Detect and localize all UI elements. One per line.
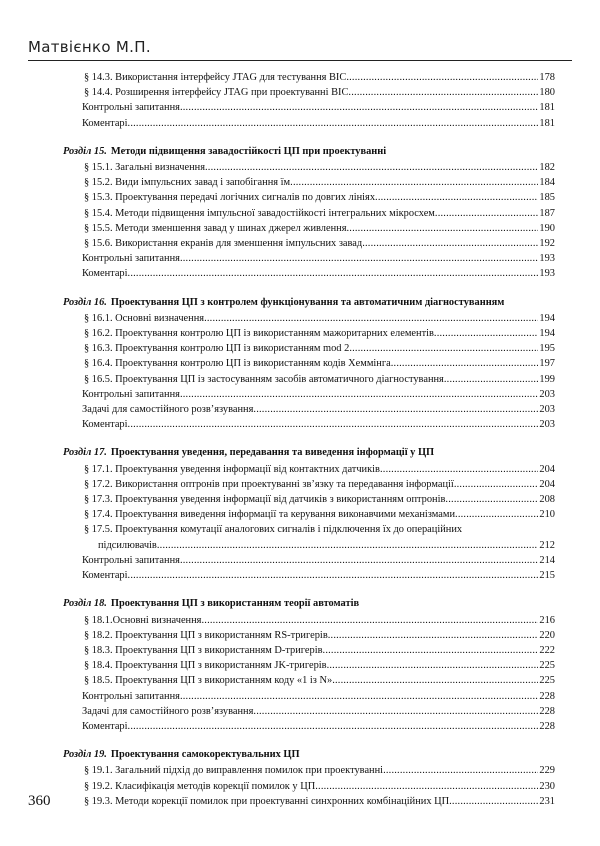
toc-page-number: 203 (539, 419, 555, 431)
toc-entry-text: § 15.3. Проектування передачі логічних сигналів по довгих лініях (84, 192, 376, 204)
toc-misc-entry[interactable] (63, 100, 555, 115)
dot-leader (444, 372, 539, 387)
dot-leader (435, 206, 539, 221)
toc-chapter (63, 747, 555, 809)
running-head-author: Матвієнко М.П. (28, 38, 151, 56)
header-rule (28, 60, 572, 61)
toc-section-entry[interactable] (63, 356, 555, 371)
toc-chapter (63, 445, 555, 583)
page-number: 360 (28, 793, 51, 809)
toc-entry-text: Контрольні запитання (82, 388, 180, 400)
dot-leader (348, 85, 538, 100)
toc-page-number: 204 (539, 463, 555, 475)
toc-page-number: 225 (539, 675, 555, 687)
toc-entry-text: § 16.4. Проектування контролю ЦП із використанням кодів Хеммінга (84, 358, 391, 370)
toc-page-number: 220 (539, 629, 555, 641)
toc-entry-text: § 18.4. Проектування ЦП з використанням JK-тригерів (84, 660, 327, 672)
toc-entry-text: Задачі для самостійного розв’язування (82, 705, 254, 717)
toc-entry-text: § 18.3. Проектування ЦП з використанням D-тригерів (84, 644, 323, 656)
toc-page-number: 222 (539, 644, 555, 656)
chapter-heading[interactable] (63, 445, 555, 460)
toc-entry-text: Задачі для самостійного розв’язування (82, 404, 254, 416)
dot-leader (434, 326, 539, 341)
toc-page-number: 225 (539, 660, 555, 672)
toc-page-number: 204 (539, 478, 555, 490)
toc-entry-text: § 19.3. Методи корекції помилок при проектуванні синхронних комбінаційних ЦП (84, 795, 450, 807)
toc-entry-text: § 15.1. Загальні визначення (84, 162, 205, 174)
dot-leader (349, 341, 538, 356)
toc-entry-text: Коментарі (82, 268, 128, 280)
toc-section-entry[interactable] (63, 643, 555, 658)
chapter-label: Розділ 15. (63, 145, 107, 157)
toc-misc-entry[interactable] (63, 387, 555, 402)
toc-section-entry[interactable] (63, 221, 555, 236)
toc-entry-text: § 14.4. Розширення інтерфейсу JTAG при проектуванні ВІС (84, 87, 349, 99)
toc-section-entry[interactable] (63, 492, 555, 507)
toc-misc-entry[interactable] (63, 251, 555, 266)
toc-page-number: 216 (539, 614, 555, 626)
chapter-label: Розділ 17. (63, 447, 107, 459)
toc-misc-entry[interactable] (63, 704, 555, 719)
toc-entry-text: § 19.2. Класифікація методів корекції помилок у ЦП (84, 780, 316, 792)
toc-entry-text: Коментарі (82, 419, 128, 431)
dot-leader (128, 266, 539, 281)
toc-entry-text: § 16.5. Проектування ЦП із застосуванням засобів автоматичного діагностування (84, 373, 444, 385)
chapter-title: Проектування ЦП з контролем функціонування та автоматичним діагностуванням (110, 296, 505, 308)
toc-section-entry[interactable] (63, 341, 555, 356)
toc-section-entry[interactable] (63, 190, 555, 205)
toc-chapter (63, 596, 555, 734)
dot-leader (128, 417, 539, 432)
chapter-label: Розділ 19. (63, 749, 107, 761)
toc-page-number: 181 (539, 117, 555, 129)
toc-entry-text: § 17.3. Проектування уведення інформації від датчиків з використанням оптронів (84, 494, 446, 506)
toc-entry-text: Контрольні запитання (82, 102, 180, 114)
toc-section-entry[interactable] (63, 507, 555, 522)
toc-chapter (63, 144, 555, 282)
toc-section-entry[interactable] (63, 763, 555, 778)
toc-page-number: 185 (539, 192, 555, 204)
toc-section-entry[interactable] (63, 673, 555, 688)
toc-page-number: 190 (539, 222, 555, 234)
toc-lead-block (63, 70, 555, 131)
dot-leader (180, 251, 538, 266)
toc-entry-text: § 15.6. Використання екранів для зменшення імпульсних завад (84, 238, 363, 250)
toc-section-entry[interactable] (63, 372, 555, 387)
dot-leader (315, 779, 538, 794)
toc-section-entry[interactable] (63, 326, 555, 341)
toc-section-entry[interactable] (63, 70, 555, 85)
toc-section-entry[interactable] (63, 206, 555, 221)
toc-page-number: 178 (539, 72, 555, 83)
chapter-heading[interactable] (63, 295, 555, 310)
dot-leader (128, 719, 539, 734)
dot-leader (391, 356, 539, 371)
dot-leader (253, 704, 538, 719)
toc-entry-text: § 14.3. Використання інтерфейсу JTAG для тестування ВІС (84, 72, 347, 83)
dot-leader (332, 673, 538, 688)
toc-misc-entry[interactable] (63, 266, 555, 281)
toc-page-number: 184 (539, 177, 555, 189)
chapter-title: Проектування самокоректувальних ЦП (110, 749, 300, 761)
dot-leader (180, 553, 538, 568)
toc-section-entry[interactable] (63, 779, 555, 794)
toc-misc-entry[interactable] (63, 553, 555, 568)
toc-page-number: 203 (539, 404, 555, 416)
chapter-heading[interactable] (63, 747, 555, 762)
toc-page-number: 230 (539, 780, 555, 792)
toc-page-number: 182 (539, 162, 555, 174)
dot-leader (180, 387, 538, 402)
toc-page-number: 203 (539, 388, 555, 400)
dot-leader (449, 794, 538, 809)
toc-entry-text: Контрольні запитання (82, 690, 180, 702)
dot-leader (204, 311, 538, 326)
dot-leader (445, 492, 538, 507)
dot-leader (383, 763, 538, 778)
chapter-heading[interactable] (63, 596, 555, 611)
dot-leader (128, 568, 539, 583)
toc-page-number: 194 (539, 328, 555, 340)
toc-page-number: 228 (539, 705, 555, 717)
dot-leader (380, 462, 538, 477)
table-of-contents (63, 70, 555, 809)
chapter-title: Проектування ЦП з використанням теорії автоматів (110, 598, 360, 610)
toc-entry-text: § 17.2. Використання оптронів при проектуванні зв’язку та передавання інформації (84, 478, 454, 490)
toc-misc-entry[interactable] (63, 417, 555, 432)
chapter-title: Проектування уведення, передавання та виведення інформації у ЦП (110, 447, 435, 459)
toc-entry-text: § 15.5. Методи зменшення завад у шинах джерел живлення (84, 222, 347, 234)
toc-entry-text: Коментарі (82, 720, 128, 732)
dot-leader (128, 116, 539, 131)
dot-leader (180, 689, 538, 704)
dot-leader (454, 477, 539, 492)
toc-section-entry[interactable] (63, 160, 555, 175)
toc-entry-text-continuation: підсилювачів (98, 539, 157, 551)
toc-entry-text: § 18.2. Проектування ЦП з використанням RS-тригерів (84, 629, 328, 641)
toc-section-entry[interactable] (63, 628, 555, 643)
toc-page-number: 231 (539, 795, 555, 807)
toc-section-entry[interactable] (63, 477, 555, 492)
dot-leader (323, 643, 539, 658)
toc-entry-text: § 16.3. Проектування контролю ЦП із використанням mod 2 (84, 343, 350, 355)
toc-misc-entry[interactable] (63, 719, 555, 734)
dot-leader (328, 628, 539, 643)
toc-section-entry[interactable] (63, 522, 555, 552)
dot-leader (253, 402, 538, 417)
toc-misc-entry[interactable] (63, 689, 555, 704)
dot-leader (180, 100, 538, 115)
toc-misc-entry[interactable] (63, 402, 555, 417)
toc-page-number: 212 (539, 539, 555, 551)
toc-entry-text: Контрольні запитання (82, 554, 180, 566)
toc-entry-text: § 17.4. Проектування виведення інформації та керування виконавчими механізмами (84, 509, 456, 521)
toc-section-entry[interactable] (63, 613, 555, 628)
toc-page-number: 214 (539, 554, 555, 566)
toc-page-number: 228 (539, 690, 555, 702)
toc-page-number: 215 (539, 570, 555, 582)
toc-page-number: 193 (539, 268, 555, 280)
chapter-title: Методи підвищення завадостійкості ЦП при проектуванні (110, 145, 387, 157)
toc-misc-entry[interactable] (63, 116, 555, 131)
toc-entry-text: § 17.1. Проектування уведення інформації від контактних датчиків (84, 463, 380, 475)
toc-chapter (63, 295, 555, 433)
toc-page-number: 194 (539, 312, 555, 324)
toc-page-number: 208 (539, 494, 555, 506)
dot-leader (375, 190, 538, 205)
toc-page-number: 197 (539, 358, 555, 370)
dot-leader (327, 658, 539, 673)
toc-page-number: 229 (539, 765, 555, 777)
toc-entry-text: § 17.5. Проектування комутації аналогових сигналів і підключення їх до операційних (84, 524, 463, 536)
toc-page-number: 181 (539, 102, 555, 114)
toc-page-number: 192 (539, 238, 555, 250)
toc-page-number: 195 (539, 343, 555, 355)
dot-leader (346, 70, 538, 85)
toc-section-entry[interactable] (63, 175, 555, 190)
toc-section-entry[interactable] (63, 658, 555, 673)
toc-page-number: 180 (539, 87, 555, 99)
toc-page-number: 187 (539, 207, 555, 219)
dot-leader (346, 221, 538, 236)
toc-entry-text: § 15.2. Види імпульсних завад і запобігання їм (84, 177, 291, 189)
chapter-label: Розділ 16. (63, 296, 107, 308)
toc-page-number: 193 (539, 253, 555, 265)
toc-entry-text: § 16.1. Основні визначення (84, 312, 205, 324)
toc-misc-entry[interactable] (63, 568, 555, 583)
toc-entry-text: § 18.1.Основні визначення (84, 614, 202, 626)
toc-entry-text: § 16.2. Проектування контролю ЦП із використанням мажоритарних елементів (84, 328, 434, 340)
toc-section-entry[interactable] (63, 311, 555, 326)
dot-leader (455, 507, 538, 522)
dot-leader (201, 613, 538, 628)
toc-entry-text: § 19.1. Загальний підхід до виправлення помилок при проектуванні (84, 765, 384, 777)
toc-section-entry[interactable] (63, 85, 555, 100)
dot-leader (362, 236, 538, 251)
toc-section-entry[interactable] (63, 462, 555, 477)
dot-leader (157, 538, 539, 553)
dot-leader (290, 175, 538, 190)
toc-entry-text: § 15.4. Методи підвищення імпульсної завадостійкості інтегральних мікросхем (84, 207, 435, 219)
toc-page-number: 199 (539, 373, 555, 385)
toc-page-number: 228 (539, 720, 555, 732)
dot-leader (205, 160, 538, 175)
toc-entry-text: Коментарі (82, 570, 128, 582)
toc-entry-text: Контрольні запитання (82, 253, 180, 265)
toc-section-entry[interactable] (63, 236, 555, 251)
chapter-heading[interactable] (63, 144, 555, 159)
chapter-label: Розділ 18. (63, 598, 107, 610)
toc-page-number: 210 (539, 509, 555, 521)
toc-entry-text: Коментарі (82, 117, 128, 129)
toc-entry-text: § 18.5. Проектування ЦП з використанням коду «1 із N» (84, 675, 333, 687)
toc-section-entry[interactable] (63, 794, 555, 809)
